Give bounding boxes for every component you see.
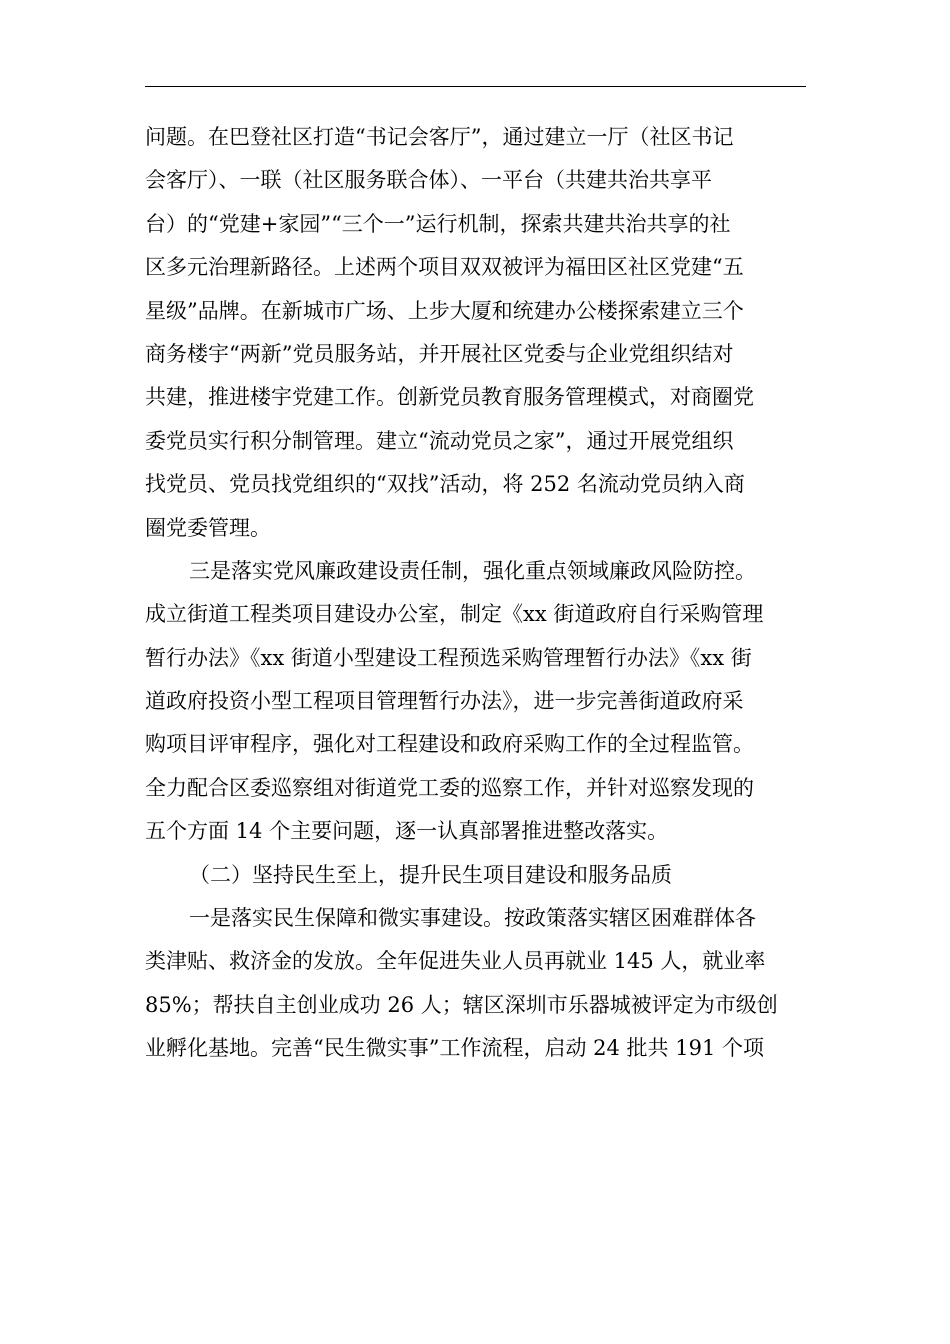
text-line: 商务楼宇“两新”党员服务站，并开展社区党委与企业党组织结对 [145,341,734,366]
text-line: 区多元治理新路径。上述两个项目双双被评为福田区社区党建“五 [145,255,744,280]
section-heading: （二）坚持民生至上，提升民生项目建设和服务品质 [189,862,672,887]
paragraph-start-line: 一是落实民生保障和微实事建设。按政策落实辖区困难群体各 [189,906,756,931]
text-line: 五个方面 14 个主要问题，逐一认真部署推进整改落实。 [145,819,669,844]
text-line: 85%；帮扶自主创业成功 26 人；辖区深圳市乐器城被评定为市级创 [145,992,778,1017]
text-line: 找党员、党员找党组织的“双找”活动，将 252 名流动党员纳入商 [145,472,745,497]
text-line: 圈党委管理。 [145,515,271,540]
paragraph-start-line: 三是落实党风廉政建设责任制，强化重点领域廉政风险防控。 [189,558,756,583]
text-line: 道政府投资小型工程项目管理暂行办法》，进一步完善街道政府采 [145,689,744,714]
text-line: 会客厅）、一联（社区服务联合体）、一平台（共建共治共享平 [145,168,712,193]
text-line: 全力配合区委巡察组对街道党工委的巡察工作，并针对巡察发现的 [145,775,754,800]
text-line: 暂行办法》《xx 街道小型建设工程预选采购管理暂行办法》《xx 街 [145,645,752,670]
text-line: 星级”品牌。在新城市广场、上步大厦和统建办公楼探索建立三个 [145,298,744,323]
text-line: 问题。在巴登社区打造“书记会客厅”，通过建立一厅（社区书记 [145,125,734,149]
text-line: 成立街道工程类项目建设办公室，制定《xx 街道政府自行采购管理 [145,602,764,627]
text-line: 共建，推进楼宇党建工作。创新党员教育服务管理模式，对商圈党 [145,385,754,410]
text-line: 业孵化基地。完善“民生微实事”工作流程，启动 24 批共 191 个项 [145,1036,764,1061]
text-line: 委党员实行积分制管理。建立“流动党员之家”，通过开展党组织 [145,428,734,453]
header-rule [145,86,806,87]
text-line: 台）的“党建+家园”“三个一”运行机制，探索共建共治共享的社 [145,211,731,236]
text-line: 类津贴、救济金的发放。全年促进失业人员再就业 145 人，就业率 [145,949,766,974]
document-body [145,116,806,1071]
text-line: 购项目评审程序，强化对工程建设和政府采购工作的全过程监管。 [145,732,754,757]
